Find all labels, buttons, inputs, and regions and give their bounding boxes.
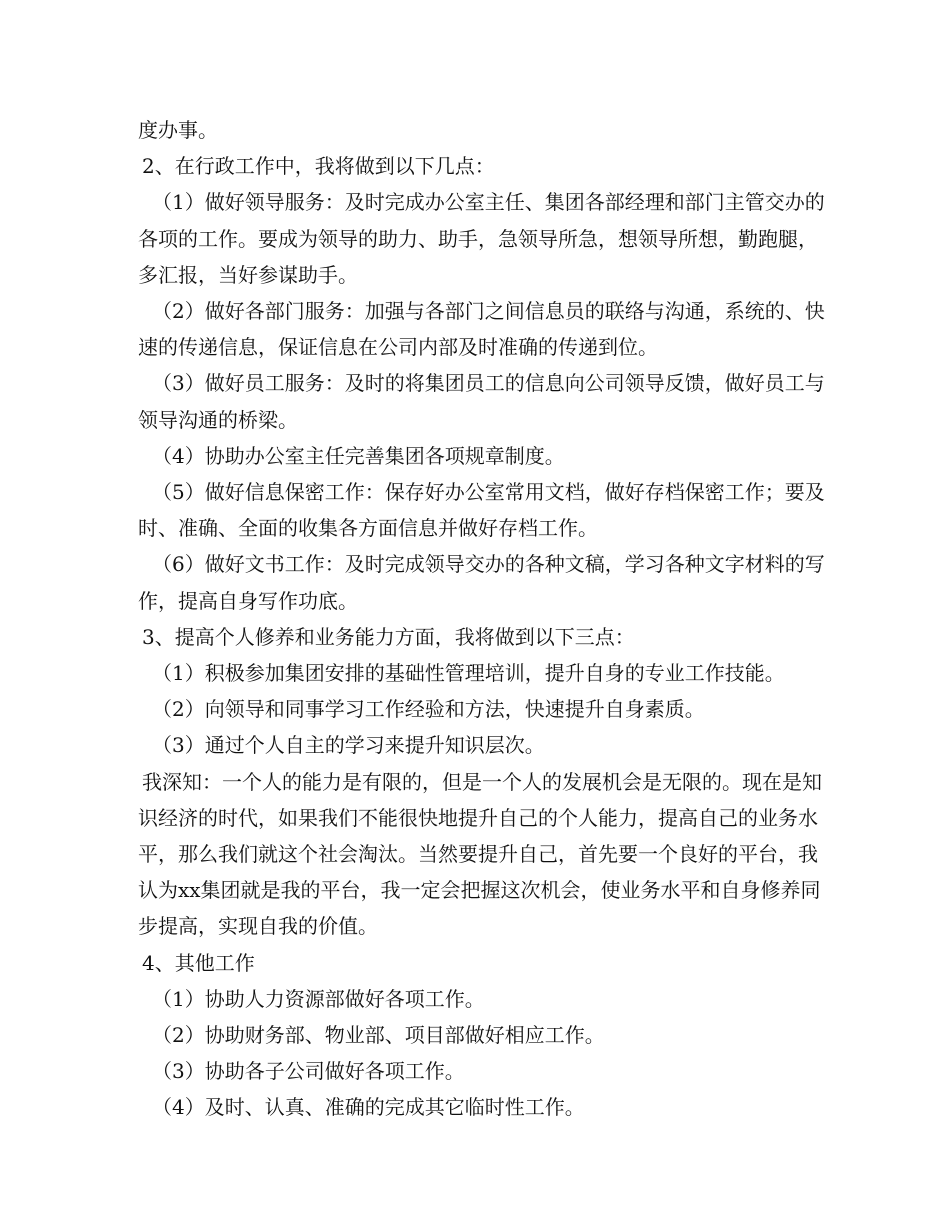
section-heading: 2、在行政工作中，我将做到以下几点：: [142, 154, 495, 179]
list-item: （3）做好员工服务：及时的将集团员工的信息向公司领导反馈，做好员工与领导沟通的桥梁。: [138, 371, 825, 432]
list-item: （6）做好文书工作：及时完成领导交办的各种文稿，学习各种文字材料的写作，提高自身写作功底。: [138, 552, 825, 613]
list-item: （4）及时、认真、准确的完成其它临时性工作。: [152, 1095, 585, 1120]
list-item: （1）协助人力资源部做好各项工作。: [152, 986, 485, 1011]
list-item: （2）向领导和同事学习工作经验和方法，快速提升自身素质。: [152, 697, 705, 722]
section-heading: 3、提高个人修养和业务能力方面，我将做到以下三点：: [142, 624, 635, 649]
list-item: （2）协助财务部、物业部、项目部做好相应工作。: [152, 1023, 605, 1048]
list-item: （2）做好各部门服务：加强与各部门之间信息员的联络与沟通，系统的、快速的传递信息，保证信息在公司内部及时准确的传递到位。: [138, 299, 825, 360]
list-item: （4）协助办公室主任完善集团各项规章制度。: [152, 443, 565, 468]
section-heading: 4、其他工作: [142, 950, 255, 975]
list-item: （3）协助各子公司做好各项工作。: [152, 1059, 465, 1084]
document-body: [138, 112, 828, 1126]
list-item: （3）通过个人自主的学习来提升知识层次。: [152, 733, 545, 758]
list-item: （1）做好领导服务：及时完成办公室主任、集团各部经理和部门主管交办的各项的工作。要成为领导的助力、助手，急领导所急，想领导所想，勤跑腿，多汇报，当好参谋助手。: [138, 190, 825, 287]
paragraph: 我深知：一个人的能力是有限的，但是一个人的发展机会是无限的。现在是知识经济的时代，如果我们不能很快地提升自己的个人能力，提高自己的业务水平，那么我们就这个社会淘汰。当然要提升自己，首先要一个良好的平台，我认为xx集团就是我的平台，我一定会把握这次机会，使业务水平和自身修养同步提高，实现自我的价值。: [138, 769, 822, 939]
list-item: （1）积极参加集团安排的基础性管理培训，提升自身的专业工作技能。: [152, 661, 785, 686]
paragraph: 度办事。: [138, 118, 218, 142]
list-item: （5）做好信息保密工作：保存好办公室常用文档，做好存档保密工作；要及时、准确、全面的收集各方面信息并做好存档工作。: [138, 480, 825, 541]
